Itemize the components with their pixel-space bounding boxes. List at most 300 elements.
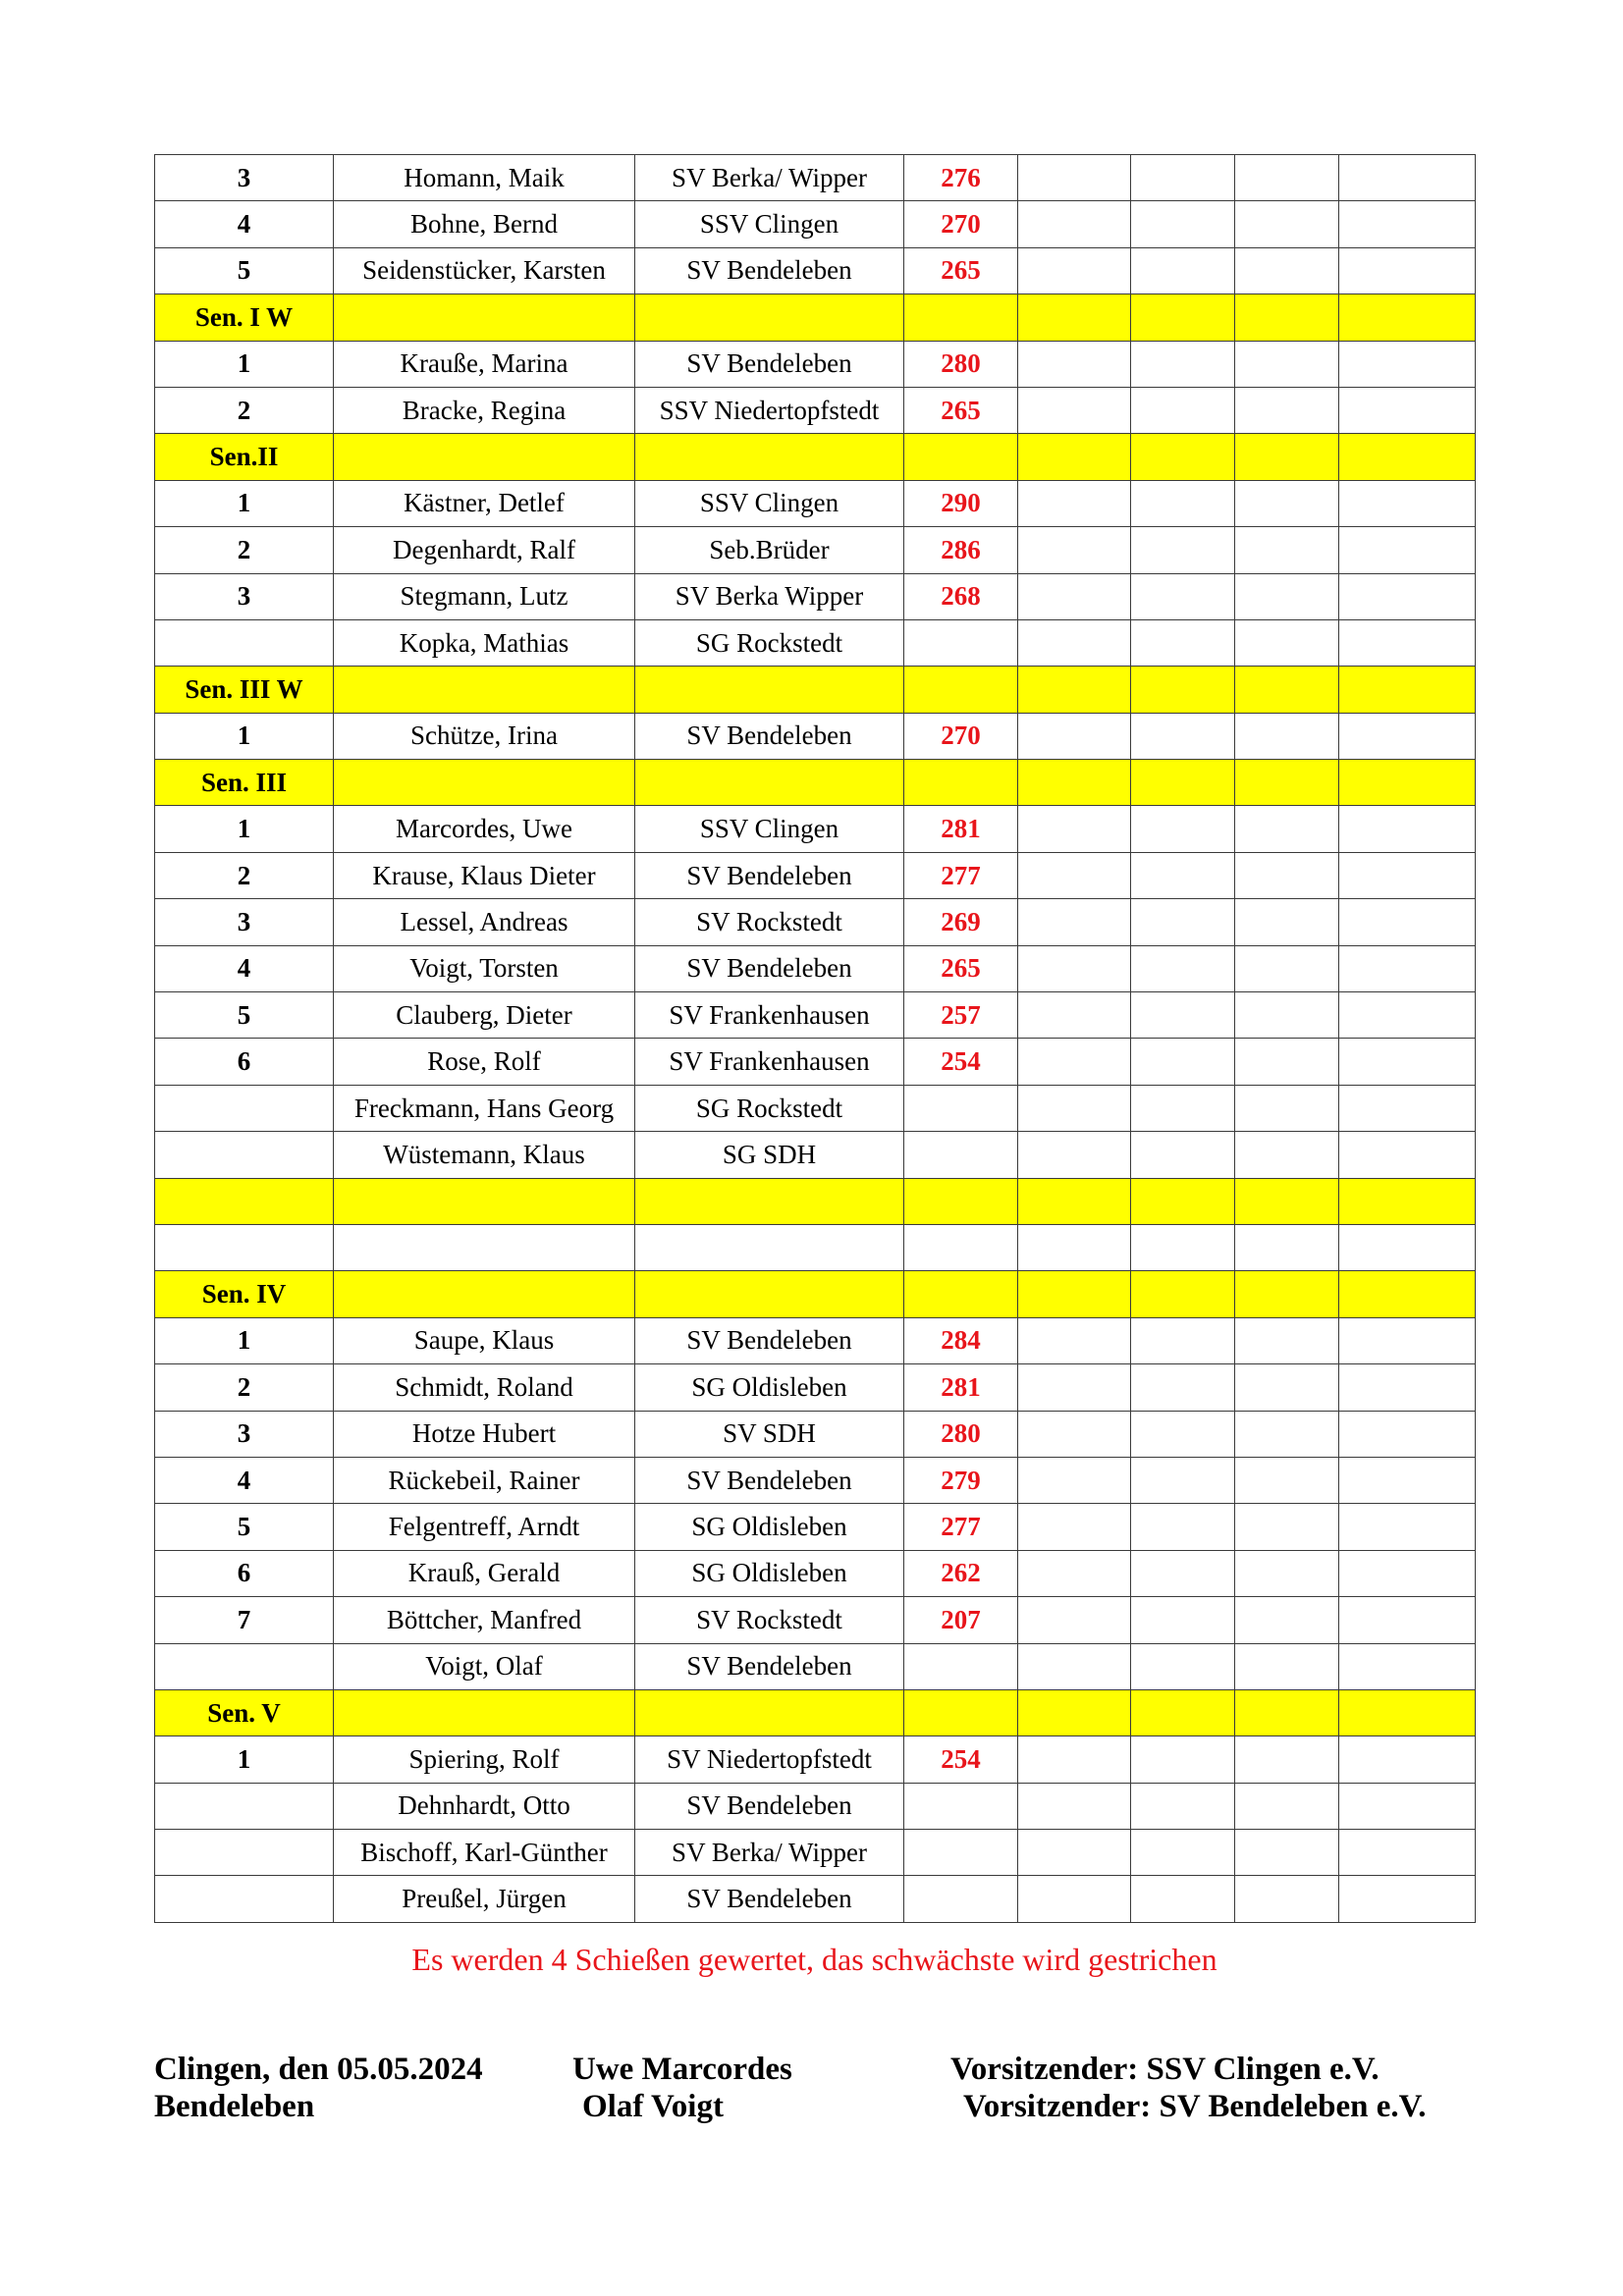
empty-cell [1339,1085,1476,1131]
empty-cell [1018,1039,1131,1085]
name-cell: Bischoff, Karl-Günther [334,1830,635,1876]
empty-cell [1131,1271,1235,1317]
empty-cell [1339,155,1476,201]
name-cell: Rückebeil, Rainer [334,1457,635,1503]
club-cell: SG Oldisleben [635,1550,904,1596]
empty-cell [1339,667,1476,713]
empty-cell [1018,247,1131,294]
empty-cell [1339,1411,1476,1457]
scoring-note: Es werden 4 Schießen gewertet, das schwächste wird gestrichen [411,1942,1217,1977]
empty-cell [1339,619,1476,666]
score-cell: 277 [904,1504,1018,1550]
table-row [155,899,1476,945]
category-row [155,760,1476,806]
place-cell: 5 [155,247,334,294]
empty-cell [1339,1830,1476,1876]
empty-cell [1131,1830,1235,1876]
empty-cell [1131,341,1235,387]
score-cell [904,1830,1018,1876]
name-cell: Schütze, Irina [334,713,635,759]
place-cell: 1 [155,341,334,387]
empty-cell [635,1271,904,1317]
club-cell: SV Rockstedt [635,1597,904,1643]
empty-cell [1131,1689,1235,1735]
empty-cell [1339,1224,1476,1270]
empty-cell [1018,155,1131,201]
score-cell: 265 [904,387,1018,433]
name-cell: Kopka, Mathias [334,619,635,666]
table-row [155,1504,1476,1550]
name-cell: Homann, Maik [334,155,635,201]
name-cell: Preußel, Jürgen [334,1876,635,1922]
club-cell: Seb.Brüder [635,527,904,573]
empty-cell [635,434,904,480]
empty-cell [1131,667,1235,713]
empty-cell [635,760,904,806]
empty-cell [1235,294,1339,341]
name-cell: Wüstemann, Klaus [334,1132,635,1178]
empty-cell [1018,1504,1131,1550]
club-cell: SV Frankenhausen [635,1039,904,1085]
empty-cell [1235,992,1339,1039]
place-cell [155,1876,334,1922]
empty-cell [1339,1783,1476,1829]
place-cell: 3 [155,899,334,945]
score-cell [904,1132,1018,1178]
empty-cell [1339,434,1476,480]
empty-cell [1339,480,1476,526]
club-cell: SV Bendeleben [635,1643,904,1689]
empty-cell [635,1178,904,1224]
score-cell [904,1876,1018,1922]
name-cell [334,1224,635,1270]
club-cell: SG Oldisleben [635,1364,904,1411]
name-cell: Böttcher, Manfred [334,1597,635,1643]
empty-cell [1018,1178,1131,1224]
place-cell: 2 [155,387,334,433]
empty-cell [1339,1457,1476,1503]
empty-cell [1018,1643,1131,1689]
empty-cell [1235,806,1339,852]
category-row [155,294,1476,341]
score-cell: 265 [904,945,1018,991]
empty-cell [1339,1178,1476,1224]
place-cell: 1 [155,713,334,759]
place-cell: 6 [155,1550,334,1596]
empty-cell [1235,527,1339,573]
place-cell: 4 [155,945,334,991]
table-row [155,806,1476,852]
category-row [155,1689,1476,1735]
category-label: Sen. V [155,1689,334,1735]
empty-cell [1339,992,1476,1039]
name-cell: Krauße, Marina [334,341,635,387]
name-cell: Saupe, Klaus [334,1317,635,1363]
name-cell: Dehnhardt, Otto [334,1783,635,1829]
table-row [155,1364,1476,1411]
empty-cell [1235,1550,1339,1596]
score-cell: 269 [904,899,1018,945]
empty-cell [1018,1224,1131,1270]
club-cell: SV Rockstedt [635,899,904,945]
score-cell: 270 [904,713,1018,759]
empty-cell [1018,1317,1131,1363]
empty-cell [1235,1830,1339,1876]
empty-cell [1018,899,1131,945]
empty-cell [1018,527,1131,573]
empty-cell [1339,1550,1476,1596]
empty-cell [1235,619,1339,666]
club-cell: SV Bendeleben [635,1457,904,1503]
club-cell: SV Bendeleben [635,247,904,294]
table-row [155,1085,1476,1131]
score-cell: 281 [904,1364,1018,1411]
empty-cell [1339,945,1476,991]
empty-cell [1018,852,1131,898]
empty-cell [1131,945,1235,991]
empty-cell [1235,1271,1339,1317]
empty-cell [1131,760,1235,806]
empty-cell [1235,201,1339,247]
category-row [155,1178,1476,1224]
empty-cell [1339,1132,1476,1178]
empty-cell [1018,1689,1131,1735]
club-cell: SG Rockstedt [635,619,904,666]
empty-cell [1235,1364,1339,1411]
place-cell [155,1783,334,1829]
empty-cell [1131,1085,1235,1131]
empty-cell [1018,1085,1131,1131]
club-cell: SV Bendeleben [635,1783,904,1829]
club-cell [635,1224,904,1270]
empty-cell [1018,1830,1131,1876]
place-cell: 1 [155,806,334,852]
score-cell: 270 [904,201,1018,247]
empty-cell [1131,713,1235,759]
results-body [155,155,1476,1923]
score-cell: 286 [904,527,1018,573]
empty-cell [1235,387,1339,433]
score-cell: 284 [904,1317,1018,1363]
table-row [155,992,1476,1039]
empty-cell [1131,434,1235,480]
empty-cell [1339,1736,1476,1783]
empty-cell [1131,1364,1235,1411]
table-row [155,1317,1476,1363]
empty-cell [1339,1039,1476,1085]
table-row [155,1224,1476,1270]
table-row [155,1736,1476,1783]
club-cell: SV SDH [635,1411,904,1457]
club-cell: SV Bendeleben [635,713,904,759]
empty-cell [904,1178,1018,1224]
category-row [155,667,1476,713]
empty-cell [1235,852,1339,898]
score-cell: 290 [904,480,1018,526]
table-row [155,1457,1476,1503]
place-cell: 2 [155,1364,334,1411]
empty-cell [1018,434,1131,480]
empty-cell [1339,1689,1476,1735]
empty-cell [1018,1457,1131,1503]
empty-cell [1018,945,1131,991]
table-row [155,852,1476,898]
score-cell [904,619,1018,666]
empty-cell [1235,1411,1339,1457]
empty-cell [1235,1689,1339,1735]
footer-role-2: Vorsitzender: SV Bendeleben e.V. [963,2089,1427,2124]
empty-cell [1235,155,1339,201]
name-cell: Schmidt, Roland [334,1364,635,1411]
empty-cell [1235,1224,1339,1270]
empty-cell [1131,1550,1235,1596]
empty-cell [1018,1132,1131,1178]
club-cell: SV Bendeleben [635,341,904,387]
empty-cell [1131,201,1235,247]
place-cell: 5 [155,992,334,1039]
empty-cell [1018,480,1131,526]
club-cell: SSV Niedertopfstedt [635,387,904,433]
empty-cell [1339,1271,1476,1317]
empty-cell [1131,619,1235,666]
place-cell [155,1085,334,1131]
empty-cell [1018,1876,1131,1922]
place-cell [155,1224,334,1270]
empty-cell [1235,945,1339,991]
name-cell: Seidenstücker, Karsten [334,247,635,294]
score-cell: 268 [904,573,1018,619]
score-cell: 279 [904,1457,1018,1503]
empty-cell [1339,294,1476,341]
place-cell: 3 [155,155,334,201]
footer-place-date-2: Bendeleben [154,2089,315,2124]
table-row [155,1643,1476,1689]
empty-cell [1131,1039,1235,1085]
club-cell: SV Niedertopfstedt [635,1736,904,1783]
empty-cell [904,1689,1018,1735]
empty-cell [1131,1876,1235,1922]
table-row [155,247,1476,294]
empty-cell [1339,1317,1476,1363]
club-cell: SG SDH [635,1132,904,1178]
place-cell: 2 [155,527,334,573]
table-row [155,1876,1476,1922]
name-cell: Spiering, Rolf [334,1736,635,1783]
table-row [155,387,1476,433]
score-cell [904,1643,1018,1689]
table-row [155,945,1476,991]
empty-cell [334,667,635,713]
empty-cell [1235,1132,1339,1178]
name-cell: Kästner, Detlef [334,480,635,526]
empty-cell [1235,480,1339,526]
empty-cell [1235,434,1339,480]
empty-cell [1018,760,1131,806]
empty-cell [1131,1504,1235,1550]
place-cell: 1 [155,1736,334,1783]
score-cell: 207 [904,1597,1018,1643]
score-cell: 280 [904,1411,1018,1457]
table-row [155,1411,1476,1457]
empty-cell [1339,341,1476,387]
category-row [155,434,1476,480]
place-cell: 4 [155,201,334,247]
empty-cell [1235,1783,1339,1829]
score-cell: 280 [904,341,1018,387]
name-cell: Bohne, Bernd [334,201,635,247]
empty-cell [334,294,635,341]
results-table [154,154,1476,1923]
empty-cell [1235,1876,1339,1922]
empty-cell [1339,247,1476,294]
empty-cell [1131,1643,1235,1689]
empty-cell [1339,1643,1476,1689]
empty-cell [1018,341,1131,387]
empty-cell [1235,713,1339,759]
empty-cell [904,1271,1018,1317]
score-cell: 277 [904,852,1018,898]
table-row [155,713,1476,759]
footer-place-date-1: Clingen, den 05.05.2024 [154,2052,483,2087]
category-row [155,1271,1476,1317]
empty-cell [1131,247,1235,294]
empty-cell [1131,387,1235,433]
name-cell: Rose, Rolf [334,1039,635,1085]
empty-cell [1018,1364,1131,1411]
table-row [155,1783,1476,1829]
club-cell: SSV Clingen [635,806,904,852]
footer-role-1: Vorsitzender: SSV Clingen e.V. [950,2052,1380,2087]
empty-cell [1339,806,1476,852]
empty-cell [1131,480,1235,526]
place-cell: 3 [155,573,334,619]
table-row [155,341,1476,387]
name-cell: Freckmann, Hans Georg [334,1085,635,1131]
score-cell: 254 [904,1736,1018,1783]
name-cell: Hotze Hubert [334,1411,635,1457]
empty-cell [1018,992,1131,1039]
category-label: Sen. IV [155,1271,334,1317]
score-cell: 265 [904,247,1018,294]
empty-cell [1235,1736,1339,1783]
empty-cell [1131,806,1235,852]
empty-cell [1018,1736,1131,1783]
empty-cell [1131,527,1235,573]
empty-cell [1339,201,1476,247]
empty-cell [1018,1271,1131,1317]
club-cell: SSV Clingen [635,480,904,526]
empty-cell [1339,760,1476,806]
empty-cell [904,294,1018,341]
empty-cell [1131,992,1235,1039]
empty-cell [1131,155,1235,201]
name-cell: Stegmann, Lutz [334,573,635,619]
category-label: Sen.II [155,434,334,480]
category-label: Sen. III W [155,667,334,713]
club-cell: SV Bendeleben [635,1876,904,1922]
club-cell: SV Bendeleben [635,852,904,898]
score-cell: 254 [904,1039,1018,1085]
footer-name-2: Olaf Voigt [582,2089,724,2124]
place-cell [155,1830,334,1876]
club-cell: SV Bendeleben [635,945,904,991]
table-row [155,480,1476,526]
empty-cell [904,760,1018,806]
empty-cell [1235,573,1339,619]
club-cell: SV Berka Wipper [635,573,904,619]
club-cell: SV Bendeleben [635,1317,904,1363]
table-row [155,1039,1476,1085]
club-cell: SV Berka/ Wipper [635,1830,904,1876]
club-cell: SG Oldisleben [635,1504,904,1550]
empty-cell [1339,713,1476,759]
empty-cell [1018,619,1131,666]
empty-cell [1018,573,1131,619]
place-cell: 2 [155,852,334,898]
empty-cell [1131,1411,1235,1457]
empty-cell [334,1689,635,1735]
empty-cell [1339,1504,1476,1550]
empty-cell [1131,1457,1235,1503]
score-cell [904,1224,1018,1270]
name-cell: Krause, Klaus Dieter [334,852,635,898]
empty-cell [1235,1178,1339,1224]
table-row [155,527,1476,573]
score-cell [904,1085,1018,1131]
place-cell: 6 [155,1039,334,1085]
empty-cell [1235,899,1339,945]
empty-cell [1339,1876,1476,1922]
name-cell: Bracke, Regina [334,387,635,433]
place-cell: 4 [155,1457,334,1503]
score-cell: 262 [904,1550,1018,1596]
empty-cell [1018,1411,1131,1457]
empty-cell [1131,1224,1235,1270]
table-row [155,1597,1476,1643]
score-cell: 281 [904,806,1018,852]
empty-cell [1018,806,1131,852]
empty-cell [1018,667,1131,713]
empty-cell [1131,1317,1235,1363]
name-cell: Marcordes, Uwe [334,806,635,852]
empty-cell [1018,1550,1131,1596]
empty-cell [1131,852,1235,898]
empty-cell [1235,667,1339,713]
table-row [155,155,1476,201]
empty-cell [1235,760,1339,806]
place-cell [155,1132,334,1178]
empty-cell [1131,573,1235,619]
table-row [155,1550,1476,1596]
empty-cell [1235,1597,1339,1643]
table-row [155,619,1476,666]
empty-cell [635,294,904,341]
empty-cell [1131,294,1235,341]
club-cell: SG Rockstedt [635,1085,904,1131]
empty-cell [635,1689,904,1735]
name-cell: Degenhardt, Ralf [334,527,635,573]
empty-cell [1018,1783,1131,1829]
empty-cell [1018,294,1131,341]
empty-cell [1235,341,1339,387]
empty-cell [334,434,635,480]
club-cell: SV Berka/ Wipper [635,155,904,201]
place-cell: 5 [155,1504,334,1550]
table-row [155,573,1476,619]
empty-cell [1131,1132,1235,1178]
category-label: Sen. III [155,760,334,806]
empty-cell [334,1178,635,1224]
